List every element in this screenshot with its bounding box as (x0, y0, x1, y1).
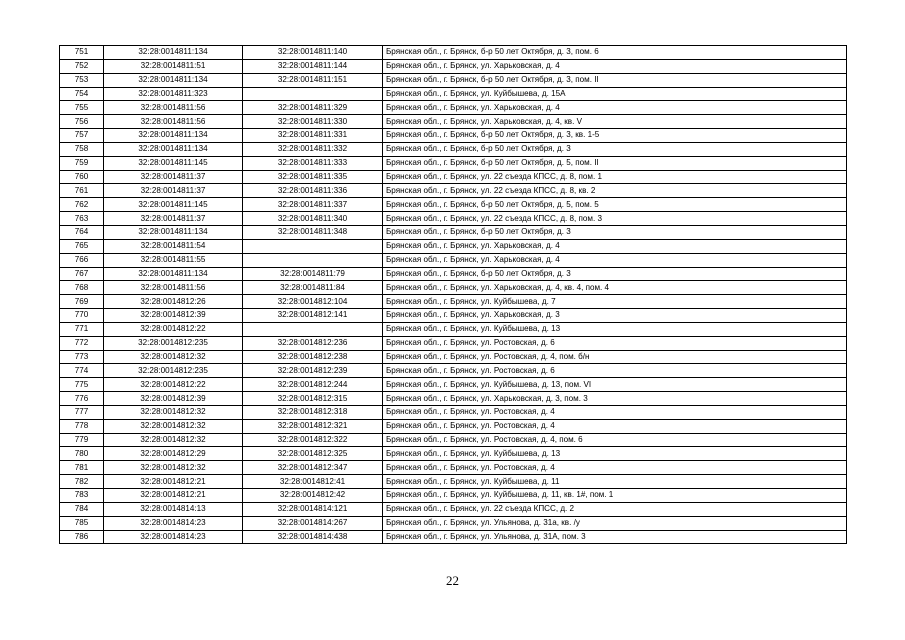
object-cadastral-number-cell: 32:28:0014812:238 (243, 350, 383, 364)
table-row (60, 212, 847, 226)
table-row (60, 489, 847, 503)
row-number-cell: 786 (60, 530, 104, 544)
address-cell: Брянская обл., г. Брянск, ул. Харьковская, д. 4 (383, 59, 847, 73)
object-cadastral-number-cell: 32:28:0014811:337 (243, 198, 383, 212)
object-cadastral-number-cell (243, 322, 383, 336)
cadastral-number-cell: 32:28:0014814:23 (104, 530, 243, 544)
table-row (60, 295, 847, 309)
table-row (60, 433, 847, 447)
object-cadastral-number-cell: 32:28:0014811:332 (243, 142, 383, 156)
object-cadastral-number-cell: 32:28:0014811:79 (243, 267, 383, 281)
object-cadastral-number-cell: 32:28:0014812:239 (243, 364, 383, 378)
cadastral-number-cell: 32:28:0014814:13 (104, 502, 243, 516)
object-cadastral-number-cell: 32:28:0014811:348 (243, 225, 383, 239)
cadastral-number-cell: 32:28:0014811:51 (104, 59, 243, 73)
address-cell: Брянская обл., г. Брянск, б-р 50 лет Октября, д. 3, пом. II (383, 73, 847, 87)
table-row (60, 502, 847, 516)
object-cadastral-number-cell: 32:28:0014812:322 (243, 433, 383, 447)
row-number-cell: 757 (60, 129, 104, 143)
cadastral-number-cell: 32:28:0014812:235 (104, 364, 243, 378)
row-number-cell: 780 (60, 447, 104, 461)
table-row (60, 350, 847, 364)
row-number-cell: 775 (60, 378, 104, 392)
address-cell: Брянская обл., г. Брянск, ул. 22 съезда КПСС, д. 8, пом. 3 (383, 212, 847, 226)
object-cadastral-number-cell: 32:28:0014811:330 (243, 115, 383, 129)
cadastral-number-cell: 32:28:0014812:21 (104, 475, 243, 489)
row-number-cell: 754 (60, 87, 104, 101)
table-row (60, 419, 847, 433)
row-number-cell: 760 (60, 170, 104, 184)
row-number-cell: 764 (60, 225, 104, 239)
address-cell: Брянская обл., г. Брянск, ул. 22 съезда КПСС, д. 8, кв. 2 (383, 184, 847, 198)
table-row (60, 101, 847, 115)
address-cell: Брянская обл., г. Брянск, ул. Ростовская, д. 4 (383, 461, 847, 475)
address-cell: Брянская обл., г. Брянск, ул. Харьковская, д. 3, пом. 3 (383, 392, 847, 406)
row-number-cell: 762 (60, 198, 104, 212)
cadastral-number-cell: 32:28:0014811:145 (104, 198, 243, 212)
address-cell: Брянская обл., г. Брянск, ул. Куйбышева, д. 7 (383, 295, 847, 309)
cadastral-number-cell: 32:28:0014811:134 (104, 129, 243, 143)
table-row (60, 309, 847, 323)
address-cell: Брянская обл., г. Брянск, б-р 50 лет Октября, д. 3 (383, 267, 847, 281)
cadastral-number-cell: 32:28:0014811:323 (104, 87, 243, 101)
table-row (60, 322, 847, 336)
cadastral-number-cell: 32:28:0014811:37 (104, 170, 243, 184)
object-cadastral-number-cell: 32:28:0014812:321 (243, 419, 383, 433)
object-cadastral-number-cell: 32:28:0014814:121 (243, 502, 383, 516)
address-cell: Брянская обл., г. Брянск, ул. Ростовская, д. 4, пом. 6 (383, 433, 847, 447)
table-row (60, 115, 847, 129)
table-row (60, 87, 847, 101)
table-row (60, 516, 847, 530)
row-number-cell: 779 (60, 433, 104, 447)
row-number-cell: 753 (60, 73, 104, 87)
cadastral-number-cell: 32:28:0014812:26 (104, 295, 243, 309)
address-cell: Брянская обл., г. Брянск, ул. Харьковская, д. 3 (383, 309, 847, 323)
object-cadastral-number-cell: 32:28:0014812:244 (243, 378, 383, 392)
row-number-cell: 752 (60, 59, 104, 73)
row-number-cell: 768 (60, 281, 104, 295)
page-number: 22 (446, 573, 459, 588)
address-cell: Брянская обл., г. Брянск, ул. Харьковская, д. 4 (383, 239, 847, 253)
row-number-cell: 765 (60, 239, 104, 253)
object-cadastral-number-cell: 32:28:0014814:438 (243, 530, 383, 544)
row-number-cell: 771 (60, 322, 104, 336)
row-number-cell: 778 (60, 419, 104, 433)
table-row (60, 142, 847, 156)
cadastral-number-cell: 32:28:0014812:29 (104, 447, 243, 461)
address-cell: Брянская обл., г. Брянск, ул. Куйбышева, д. 11 (383, 475, 847, 489)
table-row (60, 530, 847, 544)
address-cell: Брянская обл., г. Брянск, б-р 50 лет Октября, д. 3 (383, 225, 847, 239)
row-number-cell: 781 (60, 461, 104, 475)
cadastral-number-cell: 32:28:0014812:32 (104, 461, 243, 475)
row-number-cell: 766 (60, 253, 104, 267)
address-cell: Брянская обл., г. Брянск, ул. Куйбышева, д. 13, пом. VI (383, 378, 847, 392)
table-row (60, 336, 847, 350)
table-row (60, 73, 847, 87)
cadastral-number-cell: 32:28:0014812:32 (104, 433, 243, 447)
cadastral-number-cell: 32:28:0014812:39 (104, 309, 243, 323)
cadastral-number-cell: 32:28:0014811:145 (104, 156, 243, 170)
cadastral-number-cell: 32:28:0014811:134 (104, 225, 243, 239)
cadastral-number-cell: 32:28:0014811:134 (104, 267, 243, 281)
table-row (60, 364, 847, 378)
object-cadastral-number-cell: 32:28:0014812:141 (243, 309, 383, 323)
property-registry-table (59, 45, 847, 544)
object-cadastral-number-cell: 32:28:0014812:104 (243, 295, 383, 309)
address-cell: Брянская обл., г. Брянск, б-р 50 лет Октября, д. 5, пом. 5 (383, 198, 847, 212)
cadastral-number-cell: 32:28:0014811:134 (104, 73, 243, 87)
object-cadastral-number-cell: 32:28:0014811:335 (243, 170, 383, 184)
cadastral-number-cell: 32:28:0014811:37 (104, 184, 243, 198)
cadastral-number-cell: 32:28:0014811:37 (104, 212, 243, 226)
table-row (60, 378, 847, 392)
cadastral-number-cell: 32:28:0014812:235 (104, 336, 243, 350)
address-cell: Брянская обл., г. Брянск, ул. Харьковская, д. 4 (383, 253, 847, 267)
cadastral-number-cell: 32:28:0014812:22 (104, 378, 243, 392)
cadastral-number-cell: 32:28:0014812:22 (104, 322, 243, 336)
address-cell: Брянская обл., г. Брянск, ул. Харьковская, д. 4, кв. 4, пом. 4 (383, 281, 847, 295)
object-cadastral-number-cell: 32:28:0014811:340 (243, 212, 383, 226)
cadastral-number-cell: 32:28:0014811:134 (104, 46, 243, 60)
row-number-cell: 776 (60, 392, 104, 406)
row-number-cell: 755 (60, 101, 104, 115)
object-cadastral-number-cell: 32:28:0014812:236 (243, 336, 383, 350)
table-row (60, 392, 847, 406)
registry-table-body (60, 46, 847, 544)
address-cell: Брянская обл., г. Брянск, ул. Куйбышева, д. 11, кв. 1#, пом. 1 (383, 489, 847, 503)
table-row (60, 184, 847, 198)
table-row (60, 405, 847, 419)
row-number-cell: 763 (60, 212, 104, 226)
row-number-cell: 785 (60, 516, 104, 530)
table-row (60, 253, 847, 267)
object-cadastral-number-cell: 32:28:0014811:144 (243, 59, 383, 73)
object-cadastral-number-cell: 32:28:0014811:333 (243, 156, 383, 170)
address-cell: Брянская обл., г. Брянск, б-р 50 лет Октября, д. 3, кв. 1-5 (383, 129, 847, 143)
address-cell: Брянская обл., г. Брянск, б-р 50 лет Октября, д. 3, пом. 6 (383, 46, 847, 60)
table-row (60, 461, 847, 475)
cadastral-number-cell: 32:28:0014811:54 (104, 239, 243, 253)
row-number-cell: 756 (60, 115, 104, 129)
table-row (60, 59, 847, 73)
address-cell: Брянская обл., г. Брянск, ул. Куйбышева, д. 13 (383, 447, 847, 461)
cadastral-number-cell: 32:28:0014811:56 (104, 115, 243, 129)
object-cadastral-number-cell (243, 239, 383, 253)
row-number-cell: 769 (60, 295, 104, 309)
address-cell: Брянская обл., г. Брянск, ул. 22 съезда КПСС, д. 8, пом. 1 (383, 170, 847, 184)
table-row (60, 225, 847, 239)
row-number-cell: 783 (60, 489, 104, 503)
cadastral-number-cell: 32:28:0014812:32 (104, 405, 243, 419)
cadastral-number-cell: 32:28:0014812:32 (104, 350, 243, 364)
row-number-cell: 773 (60, 350, 104, 364)
address-cell: Брянская обл., г. Брянск, ул. Ростовская, д. 4 (383, 419, 847, 433)
cadastral-number-cell: 32:28:0014811:56 (104, 101, 243, 115)
row-number-cell: 777 (60, 405, 104, 419)
row-number-cell: 770 (60, 309, 104, 323)
table-row (60, 198, 847, 212)
row-number-cell: 758 (60, 142, 104, 156)
object-cadastral-number-cell: 32:28:0014811:329 (243, 101, 383, 115)
address-cell: Брянская обл., г. Брянск, ул. Ульянова, д. 31А, пом. 3 (383, 530, 847, 544)
row-number-cell: 759 (60, 156, 104, 170)
object-cadastral-number-cell: 32:28:0014812:318 (243, 405, 383, 419)
cadastral-number-cell: 32:28:0014811:56 (104, 281, 243, 295)
row-number-cell: 784 (60, 502, 104, 516)
cadastral-number-cell: 32:28:0014811:55 (104, 253, 243, 267)
row-number-cell: 751 (60, 46, 104, 60)
address-cell: Брянская обл., г. Брянск, ул. Харьковская, д. 4 (383, 101, 847, 115)
object-cadastral-number-cell: 32:28:0014811:336 (243, 184, 383, 198)
cadastral-number-cell: 32:28:0014812:32 (104, 419, 243, 433)
address-cell: Брянская обл., г. Брянск, ул. Ульянова, д. 31а, кв. /у (383, 516, 847, 530)
table-row (60, 156, 847, 170)
row-number-cell: 761 (60, 184, 104, 198)
object-cadastral-number-cell: 32:28:0014812:325 (243, 447, 383, 461)
table-row (60, 129, 847, 143)
address-cell: Брянская обл., г. Брянск, ул. Ростовская, д. 6 (383, 364, 847, 378)
object-cadastral-number-cell: 32:28:0014812:42 (243, 489, 383, 503)
cadastral-number-cell: 32:28:0014812:21 (104, 489, 243, 503)
object-cadastral-number-cell (243, 253, 383, 267)
row-number-cell: 772 (60, 336, 104, 350)
address-cell: Брянская обл., г. Брянск, ул. Ростовская, д. 4, пом. б/н (383, 350, 847, 364)
object-cadastral-number-cell (243, 87, 383, 101)
object-cadastral-number-cell: 32:28:0014811:84 (243, 281, 383, 295)
table-row (60, 475, 847, 489)
object-cadastral-number-cell: 32:28:0014811:151 (243, 73, 383, 87)
cadastral-number-cell: 32:28:0014811:134 (104, 142, 243, 156)
cadastral-number-cell: 32:28:0014812:39 (104, 392, 243, 406)
object-cadastral-number-cell: 32:28:0014812:315 (243, 392, 383, 406)
row-number-cell: 782 (60, 475, 104, 489)
address-cell: Брянская обл., г. Брянск, ул. Ростовская, д. 4 (383, 405, 847, 419)
object-cadastral-number-cell: 32:28:0014812:347 (243, 461, 383, 475)
table-row (60, 170, 847, 184)
row-number-cell: 774 (60, 364, 104, 378)
address-cell: Брянская обл., г. Брянск, ул. Ростовская, д. 6 (383, 336, 847, 350)
address-cell: Брянская обл., г. Брянск, ул. Харьковская, д. 4, кв. V (383, 115, 847, 129)
object-cadastral-number-cell: 32:28:0014814:267 (243, 516, 383, 530)
table-row (60, 239, 847, 253)
row-number-cell: 767 (60, 267, 104, 281)
table-row (60, 447, 847, 461)
table-row (60, 267, 847, 281)
object-cadastral-number-cell: 32:28:0014811:140 (243, 46, 383, 60)
address-cell: Брянская обл., г. Брянск, б-р 50 лет Октября, д. 5, пом. II (383, 156, 847, 170)
address-cell: Брянская обл., г. Брянск, ул. Куйбышева, д. 13 (383, 322, 847, 336)
address-cell: Брянская обл., г. Брянск, ул. Куйбышева, д. 15А (383, 87, 847, 101)
object-cadastral-number-cell: 32:28:0014811:331 (243, 129, 383, 143)
cadastral-number-cell: 32:28:0014814:23 (104, 516, 243, 530)
address-cell: Брянская обл., г. Брянск, б-р 50 лет Октября, д. 3 (383, 142, 847, 156)
table-row (60, 46, 847, 60)
table-row (60, 281, 847, 295)
object-cadastral-number-cell: 32:28:0014812:41 (243, 475, 383, 489)
address-cell: Брянская обл., г. Брянск, ул. 22 съезда КПСС, д. 2 (383, 502, 847, 516)
